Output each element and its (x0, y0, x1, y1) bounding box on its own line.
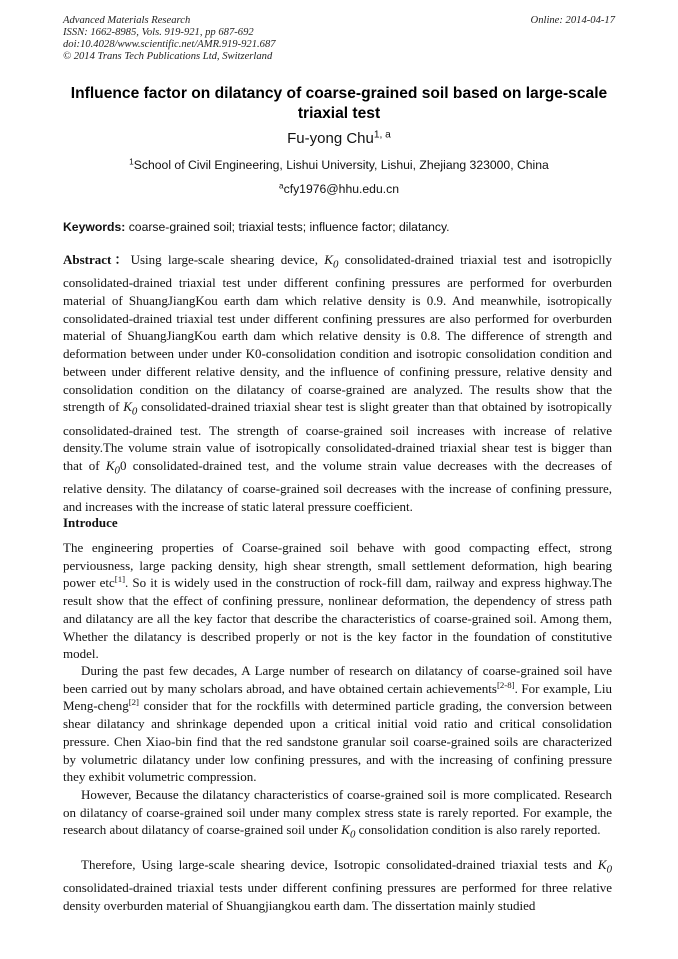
affiliation-sup: 1 (129, 156, 134, 167)
keywords (63, 219, 615, 235)
paragraph-text: However, Because the dilatancy characteristics of coarse-grained soil is more complicated. Research on dilatancy of coarse-grained soil under many complex stress state is rarely reported. For example, the research about dilatancy of coarse-grained soil under (63, 787, 612, 838)
k0-subscript: 0 (606, 863, 612, 876)
affiliation-text: School of Civil Engineering, Lishui University, Lishui, Zhejiang 323000, China (133, 158, 549, 172)
journal-name: Advanced Materials Research (63, 15, 191, 26)
k0-symbol: K (105, 457, 115, 473)
issn-line: ISSN: 1662-8985, Vols. 919-921, pp 687-692 (63, 27, 254, 38)
journal-header (63, 15, 615, 63)
abstract-label: Abstract： (63, 252, 131, 267)
abstract (63, 251, 612, 516)
keywords-text: coarse-grained soil; triaxial tests; influence factor; dilatancy. (125, 220, 450, 234)
author-line (63, 130, 615, 148)
online-date: Online: 2014-04-17 (530, 15, 615, 26)
paragraph-text: consider that for the rockfills with determined particle grading, the conversion between shear dilatancy and shrinkage depended upon a critical initial void ratio and critical consolidation pressure. Chen Xiao-bin find that the red sandstone granular soil coarse-grained soils are characterized by volumetric dilatancy under low confining pressures, and with the increasing of confining pressure they exhibit volumetric compression. (63, 698, 612, 785)
k0-subscript: 0 (114, 464, 120, 477)
k0-symbol: K (341, 822, 350, 838)
affiliation (63, 157, 615, 173)
paragraph-text: . For example, Liu Meng-cheng (63, 680, 612, 714)
paragraph-text: consolidated-drained triaxial tests under different confining pressures are performed for three relative density overburden material of Shuangjiangkou earth dam. The dissertation mainly studied (63, 880, 612, 913)
body-paragraph (63, 856, 612, 915)
keywords-label: Keywords: (63, 220, 126, 234)
author-sup: 1, a (373, 129, 391, 141)
citation-ref[interactable]: [2-8] (496, 679, 515, 690)
section-heading: Introduce (63, 515, 118, 530)
author-name: Fu-yong Chu (287, 130, 374, 147)
email-address[interactable]: cfy1976@hhu.edu.cn (283, 182, 399, 196)
paragraph-text: During the past few decades, A Large number of research on dilatancy of coarse-grained soil have been carried out by many scholars abroad, and have obtained certain achievements (63, 663, 612, 696)
paper-title: Influence factor on dilatancy of coarse-grained soil based on large-scale triaxial test (70, 85, 608, 122)
email-sup: a (279, 180, 284, 191)
copyright-line: © 2014 Trans Tech Publications Ltd, Switzerland (63, 51, 273, 62)
paragraph-text: Therefore, Using large-scale shearing device, Isotropic consolidated-drained triaxial tests and (81, 857, 598, 872)
paragraph-text: consolidation condition is also rarely reported. (355, 822, 601, 838)
k0-symbol: K (123, 399, 132, 415)
abstract-text: 0 consolidated-drained test, and the volume strain value decreases with the decreases of relative density. The dilatancy of coarse-grained soil decreases with the increase of confining pressure, and increases with the increase of static lateral pressure coefficient. (63, 457, 613, 514)
paragraph-text: . So it is widely used in the construction of rock-fill dam, railway and express highway.The result show that the effect of confining pressure, nonlinear deformation, the dependency of stress path and dilatancy are all the key factor that describe the characteristics of coarse-grained soil. Among them, Whether the dilatancy is described properly or not is the key factor in the foundation of constitutive model. (63, 575, 613, 662)
k0-subscript: 0 (349, 829, 356, 841)
k0-subscript: 0 (131, 405, 138, 418)
k0-subscript: 0 (332, 258, 339, 271)
body-paragraph (63, 539, 612, 663)
body-paragraph (63, 786, 612, 845)
abstract-text: consolidated-drained triaxial shear test is slight greater than that obtained by isotropically consolidated-drained test. The strength of coarse-grained soil increases with increase of relative density.The volume strain value of isotropically consolidated-drained triaxial shear test is bigger than that of (63, 399, 612, 473)
body-paragraph (63, 662, 612, 786)
citation-ref[interactable]: [2] (128, 697, 139, 708)
doi-line: doi:10.4028/www.scientific.net/AMR.919-921.687 (63, 39, 276, 50)
abstract-text: Using large-scale shearing device, (130, 252, 325, 267)
email-line (63, 181, 615, 197)
k0-symbol: K (597, 857, 607, 872)
k0-symbol: K (324, 252, 333, 267)
citation-ref[interactable]: [1] (114, 574, 126, 585)
paragraph-text: The engineering properties of Coarse-grained soil behave with good compacting effect, strong perviousness, large packing density, high shear strength, small settlement deformation, high bearing power etc (63, 540, 612, 591)
abstract-text: consolidated-drained triaxial test and isotropiclly consolidated-drained triaxial test under different confining pressures are performed for overburden material of ShuangJiangKou earth dam which relative density is 0.9. And meanwhile, isotropically consolidated-drained triaxial test under different confining pressures are also performed for overburden material of ShuangJiangKou earth dam which relative density is 0.8. The difference of strength and deformation between under under K0-consolidation condition and isotropic consolidation condition and between under different relative density, and the influence of confining pressure, relative density and consolidation condition on the dilatancy of coarse-grained are analyzed. The results show that the strength of (63, 252, 612, 415)
